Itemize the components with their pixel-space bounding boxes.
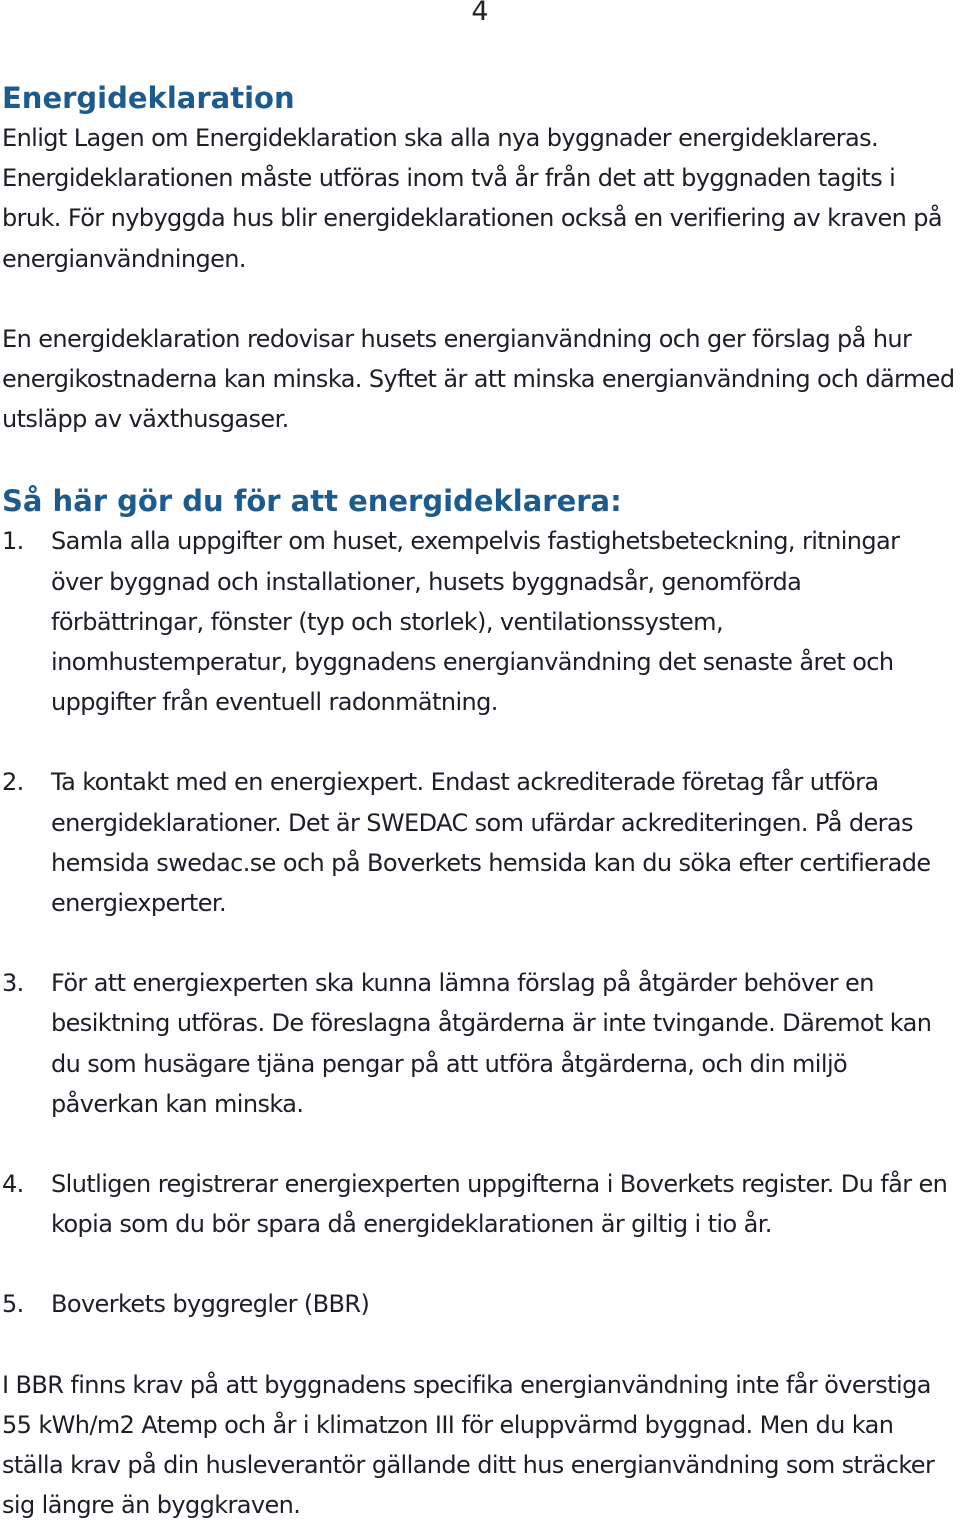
step-text: För att energiexperten ska kunna lämna förslag på åtgärder behöver en besiktning utföras. De föreslagna åtgärderna är inte tvingande. Däremot kan du som husägare tjäna pengar på att utföra åtgärderna, och din miljö påverkan kan minska. bbox=[51, 969, 932, 1118]
step-number: 5. bbox=[2, 1290, 24, 1319]
step-number: 1. bbox=[2, 527, 24, 556]
section-heading-steps: Så här gör du för att energideklarera: bbox=[2, 484, 622, 519]
page-number: 4 bbox=[471, 0, 489, 27]
list-item bbox=[2, 762, 956, 923]
section-heading-energideklaration: Energideklaration bbox=[2, 81, 295, 115]
document-body bbox=[2, 78, 956, 1525]
closing-paragraph: I BBR finns krav på att byggnadens specifika energianvändning inte får överstiga 55 kWh/m2 Atemp och år i klimatzon III för eluppvärmd byggnad. Men du kan ställa krav på din husleverantör gällande ditt hus energianvändning som sträcker sig längre än byggkraven. bbox=[2, 1370, 935, 1520]
list-item bbox=[2, 1164, 956, 1244]
list-item bbox=[2, 963, 956, 1124]
intro-paragraph: Enligt Lagen om Energideklaration ska alla nya byggnader energideklareras. Energideklarationen måste utföras inom två år från det att byggnaden tagits i bruk. För nybyggda hus blir energideklarationen också en verifiering av kraven på energianvändningen. bbox=[2, 124, 943, 273]
step-text: Ta kontakt med en energiexpert. Endast ackrediterade företag får utföra energideklarationer. Det är SWEDAC som ufärdar ackrediteringen. På deras hemsida swedac.se och på Boverkets hemsida kan du söka efter certifierade energiexperter. bbox=[51, 768, 931, 918]
step-text: Boverkets byggregler (BBR) bbox=[51, 1290, 370, 1319]
purpose-paragraph: En energideklaration redovisar husets energianvändning och ger förslag på hur energikostnaderna kan minska. Syftet är att minska energianvändning och därmed utsläpp av växthusgaser. bbox=[2, 324, 955, 434]
step-number: 2. bbox=[2, 768, 24, 797]
list-item bbox=[2, 1284, 956, 1324]
step-number: 3. bbox=[2, 969, 24, 998]
step-text: Samla alla uppgifter om huset, exempelvis fastighetsbeteckning, ritningar över byggnad och installationer, husets byggnadsår, genomförda förbättringar, fönster (typ och storlek), ventilationssystem, inomhustemperatur, byggnadens energianvändning det senaste året och uppgifter från eventuell radonmätning. bbox=[51, 527, 900, 717]
step-number: 4. bbox=[2, 1170, 24, 1199]
step-text: Slutligen registrerar energiexperten uppgifterna i Boverkets register. Du får en kopia som du bör spara då energideklarationen är giltig i tio år. bbox=[51, 1170, 948, 1239]
steps-list bbox=[2, 521, 956, 1324]
list-item bbox=[2, 521, 956, 722]
